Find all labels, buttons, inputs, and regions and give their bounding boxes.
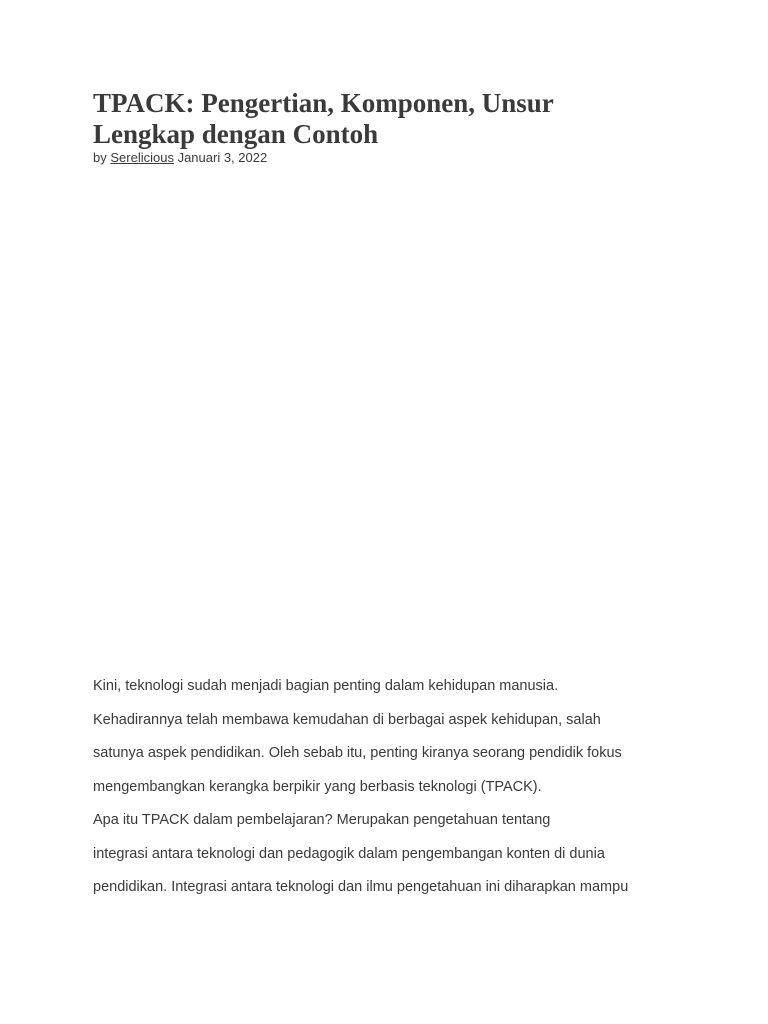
paragraph-2 [93,809,693,910]
paragraph-line: Kini, teknologi sudah menjadi bagian penting dalam kehidupan manusia. [93,678,559,694]
paragraph-1 [93,675,693,809]
article-title-line-2: Lengkap dengan Contoh [93,119,379,149]
publish-date: Januari 3, 2022 [177,150,268,165]
byline [93,150,693,166]
author-link[interactable]: Serelicious [110,150,174,165]
paragraph-line: mengembangkan kerangka berpikir yang berbasis teknologi (TPACK). [93,778,542,795]
article-title [93,88,693,150]
byline-prefix: by [93,150,107,165]
paragraph-line: pendidikan. Integrasi antara teknologi dan ilmu pengetahuan ini diharapkan mampu [93,879,629,895]
article-title-line-1: TPACK: Pengertian, Komponen, Unsur [93,88,554,118]
article-header [93,88,693,166]
paragraph-line: Apa itu TPACK dalam pembelajaran? Merupakan pengetahuan tentang [93,812,551,828]
article-body [93,675,693,910]
paragraph-line: satunya aspek pendidikan. Oleh sebab itu, penting kiranya seorang pendidik fokus [93,745,622,761]
paragraph-line: integrasi antara teknologi dan pedagogik dalam pengembangan konten di dunia [93,845,605,862]
paragraph-line: Kehadirannya telah membawa kemudahan di berbagai aspek kehidupan, salah [93,711,601,728]
